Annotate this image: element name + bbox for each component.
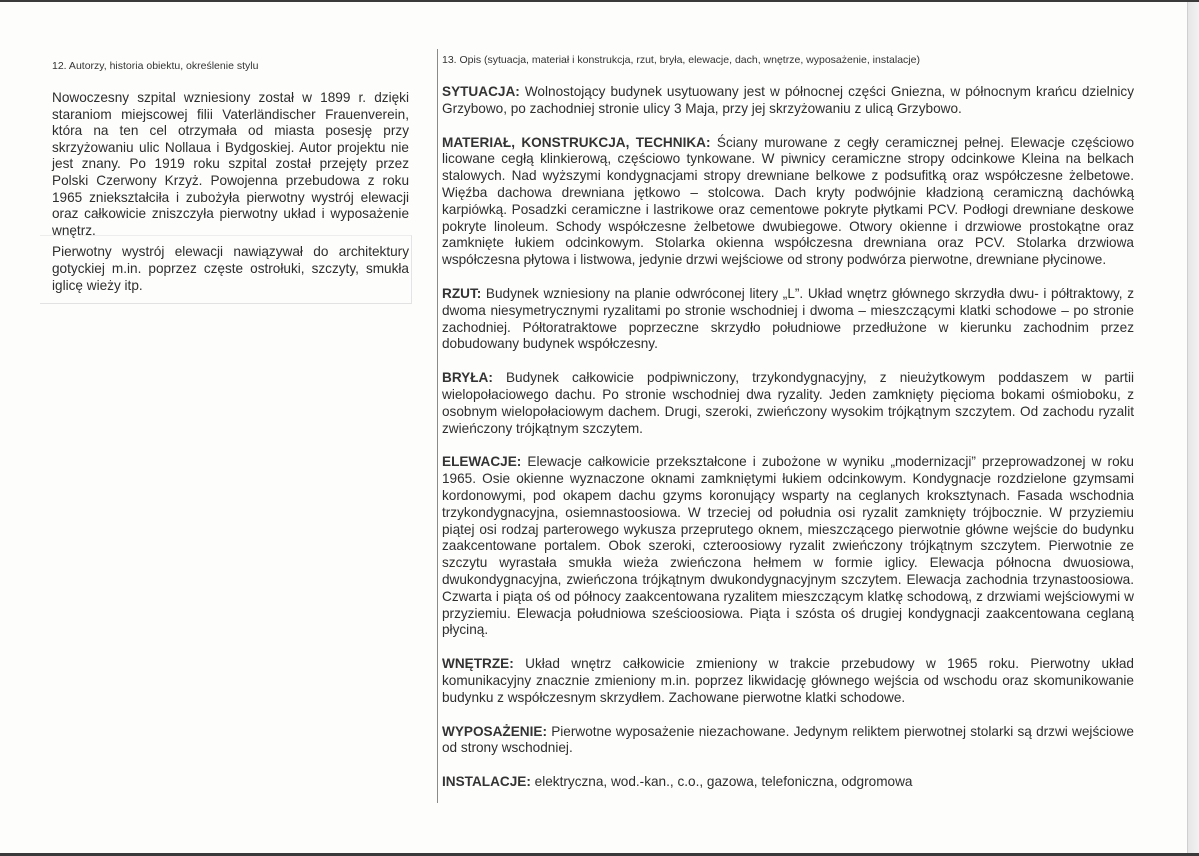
section-wnetrze [442, 656, 1134, 706]
section-label: MATERIAŁ, KONSTRUKCJA, TECHNIKA: [442, 134, 711, 150]
section-label: WNĘTRZE: [442, 656, 514, 672]
history-paragraph: Nowoczesny szpital wzniesiony został w 1899 r. dzięki staraniom miejscowej filii Vaterländischer Frauenverein, która na ten cel otrzymała od miasta posesję przy skrzyżowaniu ulic Nollaua i Bydgoskiej. Autor projektu nie jest znany. Po 1919 roku szpital został przejęty przez Polski Czerwony Krzyż. Powojenna przebudowa z roku 1965 zniekształciła i zubożyła pierwotny wystrój elewacji oraz całkowicie zniszczyła pierwotny układ i wyposażenie wnętrz. [52, 90, 409, 238]
scan-edge [1187, 2, 1199, 853]
section-label: INSTALACJE: [442, 774, 531, 790]
section-text: Budynek wzniesiony na planie odwróconej litery „L”. Układ wnętrz głównego skrzydła dwu- i półtraktowy, z dwoma niesymetrycznymi ryzalitami po stronie wschodniej i dwoma – mieszczącymi klatki schodowe – po stronie zachodniej. Półtoratraktowe poprzeczne skrzydło południowe przedłużone w kierunku zachodnim przez dobudowany budynek współczesny. [442, 285, 1134, 352]
section-bryla [442, 370, 1134, 437]
section-label: SYTUACJA: [442, 84, 520, 99]
section-label: WYPOSAŻENIE: [442, 723, 547, 739]
column-divider [437, 49, 438, 803]
section-label: BRYŁA: [442, 370, 493, 386]
section-text: Pierwotne wyposażenie niezachowane. Jedynym reliktem pierwotnej stolarki są drzwi wejściowe od strony wschodniej. [442, 723, 1134, 756]
section-12-body [52, 90, 409, 294]
section-13-column [442, 54, 1134, 791]
section-text: elektryczna, wod.-kan., c.o., gazowa, telefoniczna, odgromowa [530, 774, 913, 790]
section-12-column [52, 60, 409, 294]
section-label: ELEWACJE: [442, 454, 522, 470]
section-13-header: 13. Opis (sytuacja, materiał i konstrukcja, rzut, bryła, elewacje, dach, wnętrze, wyposażenie, instalacje) [442, 54, 920, 66]
section-elewacje [442, 454, 1134, 639]
section-text: Budynek całkowicie podpiwniczony, trzykondygnacyjny, z nieużytkowym poddaszem w partii wielopołaciowego dachu. Po stronie wschodniej dwa ryzality. Jeden zamknięty pięcioma bokami ośmioboku, z osobnym wielopołaciowym dachem. Drugi, szeroki, zwieńczony wysokim trójkątnym szczytem. Od zachodu ryzalit zwieńczony trójkątnym szczytem. [442, 370, 1134, 436]
section-material [442, 135, 1134, 269]
section-instalacje [442, 774, 1134, 791]
section-text: Elewacje całkowicie przekształcone i zubożone w wyniku „modernizacji” przeprowadzonej w roku 1965. Osie okienne wyznaczone oknami zamkniętymi łukiem odcinkowym. Kondygnacje rozdzielone gzymsami kordonowymi, pod okapem dachu gzyms koronujący wsparty na ceglanych kroksztynach. Fasada wschodnia trzykondygnacyjna, osiemnastoosiowa. W trzeciej od południa osi ryzalit zamknięty trójbocznie. W przyziemiu piątej osi rodzaj parterowego wykusza przeprutego oknem, mieszczącego pierwotnie główne wejście do budynku zaakcentowane portalem. Obok szeroki, czteroosiowy ryzalit zwieńczony trójkątnym szczytem. Pierwotnie ze szczytu wyrastała smukła wieża zwieńczona hełmem w formie iglicy. Elewacja północna dwuosiowa, dwukondygnacyjna, zwieńczona trójkątnym dwukondygnacyjnym szczytem. Elewacja zachodnia trzynastoosiowa. Czwarta i piąta oś od północy zaakcentowana ryzalitem mieszczącym klatkę schodową, z drzwiami wejściowymi w przyziemiu. Elewacja południowa sześcioosiowa. Piąta i szósta oś drugiej kondygnacji zaakcentowana ceglaną płyciną. [442, 454, 1134, 638]
section-label: RZUT: [442, 285, 482, 301]
section-sytuacja [442, 84, 1134, 118]
section-rzut [442, 286, 1134, 353]
scanned-document-page [0, 2, 1187, 853]
section-text: Wolnostojący budynek usytuowany jest w północnej części Gniezna, w północnym krańcu dzielnicy Grzybowo, po zachodniej stronie ulicy 3 Maja, przy jej skrzyżowaniu z ulicą Grzybowo. [442, 84, 1134, 116]
style-paragraph: Pierwotny wystrój elewacji nawiązywał do architektury gotyckiej m.in. poprzez częste ostrołuki, szczyty, smukła iglicę wieży itp. [52, 244, 409, 293]
section-text: Układ wnętrz całkowicie zmieniony w trakcie przebudowy w 1965 roku. Pierwotny układ komunikacyjny znacznie zmieniony m.in. poprzez likwidację głównego wejścia od wschodu oraz skomunikowanie budynku z współczesnym skrzydłem. Zachowane pierwotne klatki schodowe. [442, 656, 1134, 705]
section-wyposazenie [442, 724, 1134, 758]
section-12-header: 12. Autorzy, historia obiektu, określenie stylu [52, 60, 259, 72]
section-text: Ściany murowane z cegły ceramicznej pełnej. Elewacje częściowo licowane cegłą klinkierową, częściowo tynkowane. W piwnicy ceramiczne stropy odcinkowe Kleina na belkach stalowych. Nad wyższymi kondygnacjami stropy drewniane belkowe z podsufitką oraz współczesne żelbetowe. Więźba dachowa drewniana jętkowo – stolcowa. Dach kryty podwójnie kładzioną ceramiczną dachówką karpiówką. Posadzki ceramiczne i lastrikowe oraz cementowe pokryte płytkami PCV. Podłogi drewniane deskowe pokryte linoleum. Schody współczesne żelbetowe dwubiegowe. Otwory okienne i drzwiowe prostokątne oraz zamknięte łukiem odcinkowym. Stolarka okienna współczesna drewniana oraz PCV. Stolarka drzwiowa współczesna płytowa i listwowa, jedynie drzwi wejściowe od strony podwórza pierwotne, drewniane płycinowe. [442, 134, 1135, 268]
